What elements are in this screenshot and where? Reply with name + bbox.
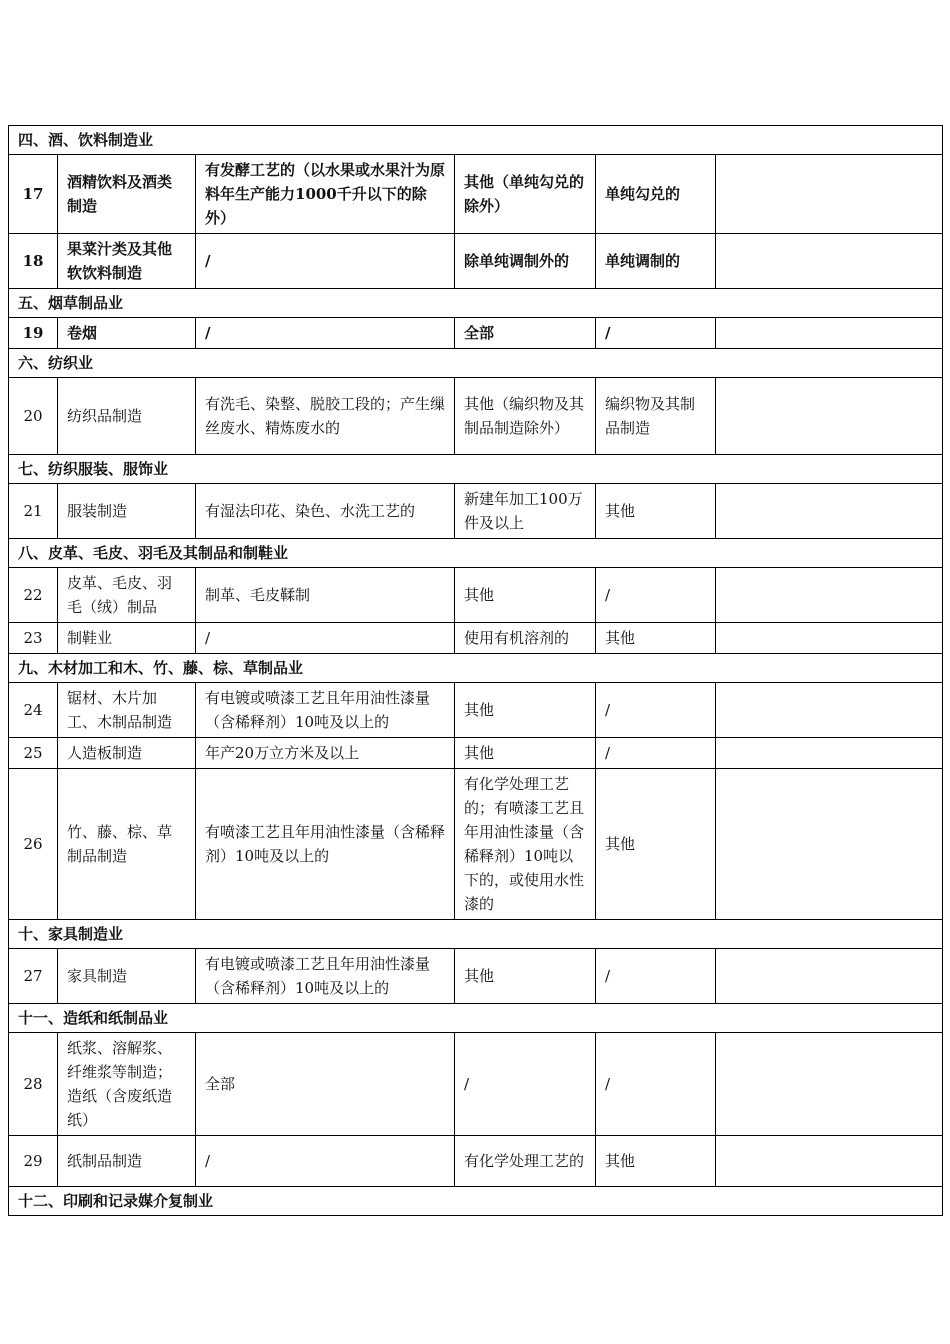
report-book-criteria: 全部 bbox=[196, 1033, 455, 1136]
section-header-7 bbox=[9, 455, 943, 484]
registration-criteria: / bbox=[596, 738, 716, 769]
table-row bbox=[9, 623, 943, 654]
report-form-criteria: 其他 bbox=[455, 683, 596, 738]
project-category: 果菜汁类及其他软饮料制造 bbox=[58, 234, 196, 289]
section-title: 十二、印刷和记录媒介复制业 bbox=[9, 1187, 943, 1216]
section-header-12 bbox=[9, 1187, 943, 1216]
project-category: 纺织品制造 bbox=[58, 378, 196, 455]
report-book-criteria: / bbox=[196, 318, 455, 349]
extra-cell bbox=[716, 949, 943, 1004]
report-book-criteria: / bbox=[196, 1136, 455, 1187]
registration-criteria: 编织物及其制品制造 bbox=[596, 378, 716, 455]
project-category: 纸浆、溶解浆、纤维浆等制造；造纸（含废纸造纸） bbox=[58, 1033, 196, 1136]
section-title: 九、木材加工和木、竹、藤、棕、草制品业 bbox=[9, 654, 943, 683]
extra-cell bbox=[716, 1136, 943, 1187]
row-number: 25 bbox=[9, 738, 58, 769]
report-form-criteria: 其他（编织物及其制品制造除外） bbox=[455, 378, 596, 455]
table-row bbox=[9, 234, 943, 289]
table-row bbox=[9, 1033, 943, 1136]
row-number: 21 bbox=[9, 484, 58, 539]
section-header-9 bbox=[9, 654, 943, 683]
section-title: 四、酒、饮料制造业 bbox=[9, 126, 943, 155]
row-number: 29 bbox=[9, 1136, 58, 1187]
section-header-8 bbox=[9, 539, 943, 568]
report-book-criteria: 制革、毛皮鞣制 bbox=[196, 568, 455, 623]
report-form-criteria: 除单纯调制外的 bbox=[455, 234, 596, 289]
table-row bbox=[9, 1136, 943, 1187]
project-category: 人造板制造 bbox=[58, 738, 196, 769]
section-title: 七、纺织服装、服饰业 bbox=[9, 455, 943, 484]
report-book-criteria: 有电镀或喷漆工艺且年用油性漆量（含稀释剂）10吨及以上的 bbox=[196, 949, 455, 1004]
report-form-criteria: / bbox=[455, 1033, 596, 1136]
extra-cell bbox=[716, 155, 943, 234]
report-form-criteria: 使用有机溶剂的 bbox=[455, 623, 596, 654]
project-category: 皮革、毛皮、羽毛（绒）制品 bbox=[58, 568, 196, 623]
extra-cell bbox=[716, 484, 943, 539]
table-row bbox=[9, 769, 943, 920]
registration-criteria: 其他 bbox=[596, 623, 716, 654]
extra-cell bbox=[716, 378, 943, 455]
table-row bbox=[9, 683, 943, 738]
table-row bbox=[9, 378, 943, 455]
report-form-criteria: 其他（单纯勾兑的除外） bbox=[455, 155, 596, 234]
section-title: 十一、造纸和纸制品业 bbox=[9, 1004, 943, 1033]
project-category: 制鞋业 bbox=[58, 623, 196, 654]
table-row bbox=[9, 318, 943, 349]
report-form-criteria: 其他 bbox=[455, 949, 596, 1004]
project-category: 家具制造 bbox=[58, 949, 196, 1004]
report-book-criteria: / bbox=[196, 623, 455, 654]
registration-criteria: / bbox=[596, 683, 716, 738]
row-number: 19 bbox=[9, 318, 58, 349]
report-form-criteria: 其他 bbox=[455, 738, 596, 769]
extra-cell bbox=[716, 234, 943, 289]
section-title: 六、纺织业 bbox=[9, 349, 943, 378]
section-header-10 bbox=[9, 920, 943, 949]
report-book-criteria: 有湿法印花、染色、水洗工艺的 bbox=[196, 484, 455, 539]
row-number: 27 bbox=[9, 949, 58, 1004]
registration-criteria: 单纯勾兑的 bbox=[596, 155, 716, 234]
registration-criteria: / bbox=[596, 318, 716, 349]
report-form-criteria: 有化学处理工艺的；有喷漆工艺且年用油性漆量（含稀释剂）10吨以下的，或使用水性漆的 bbox=[455, 769, 596, 920]
table-row bbox=[9, 155, 943, 234]
section-header-4 bbox=[9, 126, 943, 155]
row-number: 26 bbox=[9, 769, 58, 920]
table-row bbox=[9, 949, 943, 1004]
extra-cell bbox=[716, 738, 943, 769]
report-form-criteria: 新建年加工100万件及以上 bbox=[455, 484, 596, 539]
registration-criteria: / bbox=[596, 949, 716, 1004]
report-form-criteria: 其他 bbox=[455, 568, 596, 623]
registration-criteria: / bbox=[596, 568, 716, 623]
section-header-6 bbox=[9, 349, 943, 378]
project-category: 卷烟 bbox=[58, 318, 196, 349]
extra-cell bbox=[716, 318, 943, 349]
report-book-criteria: 年产20万立方米及以上 bbox=[196, 738, 455, 769]
extra-cell bbox=[716, 683, 943, 738]
project-category: 酒精饮料及酒类制造 bbox=[58, 155, 196, 234]
project-category: 服装制造 bbox=[58, 484, 196, 539]
section-header-11 bbox=[9, 1004, 943, 1033]
report-book-criteria: 有电镀或喷漆工艺且年用油性漆量（含稀释剂）10吨及以上的 bbox=[196, 683, 455, 738]
table-row bbox=[9, 484, 943, 539]
row-number: 23 bbox=[9, 623, 58, 654]
registration-criteria: 其他 bbox=[596, 484, 716, 539]
row-number: 28 bbox=[9, 1033, 58, 1136]
registration-criteria: 单纯调制的 bbox=[596, 234, 716, 289]
report-form-criteria: 全部 bbox=[455, 318, 596, 349]
row-number: 20 bbox=[9, 378, 58, 455]
section-title: 八、皮革、毛皮、羽毛及其制品和制鞋业 bbox=[9, 539, 943, 568]
section-title: 五、烟草制品业 bbox=[9, 289, 943, 318]
row-number: 22 bbox=[9, 568, 58, 623]
extra-cell bbox=[716, 769, 943, 920]
registration-criteria: 其他 bbox=[596, 769, 716, 920]
report-form-criteria: 有化学处理工艺的 bbox=[455, 1136, 596, 1187]
report-book-criteria: 有喷漆工艺且年用油性漆量（含稀释剂）10吨及以上的 bbox=[196, 769, 455, 920]
table-row bbox=[9, 738, 943, 769]
project-category: 纸制品制造 bbox=[58, 1136, 196, 1187]
project-category: 锯材、木片加工、木制品制造 bbox=[58, 683, 196, 738]
industry-catalog-table bbox=[8, 125, 943, 1216]
registration-criteria: / bbox=[596, 1033, 716, 1136]
report-book-criteria: 有发酵工艺的（以水果或水果汁为原料年生产能力1000千升以下的除外） bbox=[196, 155, 455, 234]
extra-cell bbox=[716, 1033, 943, 1136]
registration-criteria: 其他 bbox=[596, 1136, 716, 1187]
row-number: 24 bbox=[9, 683, 58, 738]
row-number: 17 bbox=[9, 155, 58, 234]
report-book-criteria: / bbox=[196, 234, 455, 289]
report-book-criteria: 有洗毛、染整、脱胶工段的；产生缫丝废水、精炼废水的 bbox=[196, 378, 455, 455]
section-title: 十、家具制造业 bbox=[9, 920, 943, 949]
extra-cell bbox=[716, 568, 943, 623]
row-number: 18 bbox=[9, 234, 58, 289]
extra-cell bbox=[716, 623, 943, 654]
table-row bbox=[9, 568, 943, 623]
section-header-5 bbox=[9, 289, 943, 318]
project-category: 竹、藤、棕、草制品制造 bbox=[58, 769, 196, 920]
